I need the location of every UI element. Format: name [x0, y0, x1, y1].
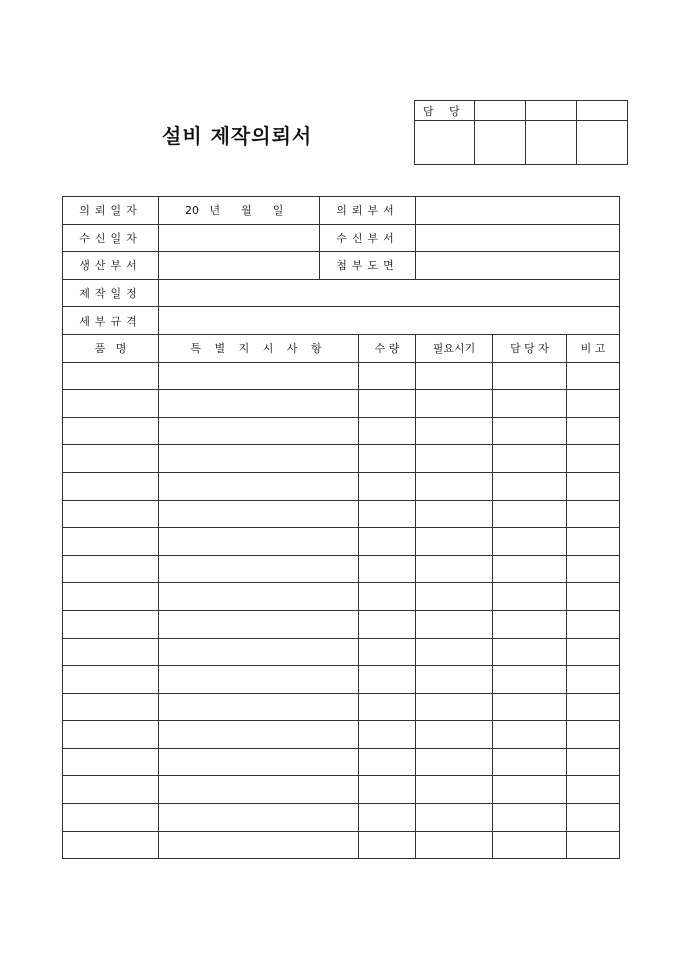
- remarks-cell[interactable]: [567, 472, 620, 500]
- document-title: 설비 제작의뢰서: [162, 124, 313, 148]
- production-dept-label: 생산부서: [63, 252, 159, 280]
- item-name-header: 품 명: [63, 334, 159, 362]
- item-name-cell[interactable]: [63, 528, 159, 556]
- production-dept-field[interactable]: [159, 252, 320, 280]
- item-name-cell[interactable]: [63, 362, 159, 390]
- special-instructions-cell[interactable]: [159, 417, 359, 445]
- person-in-charge-cell[interactable]: [493, 555, 567, 583]
- remarks-cell[interactable]: [567, 638, 620, 666]
- special-instructions-header: 특 별 지 시 사 항: [159, 334, 359, 362]
- special-instructions-cell[interactable]: [159, 500, 359, 528]
- quantity-cell[interactable]: [359, 362, 416, 390]
- person-in-charge-cell[interactable]: [493, 666, 567, 694]
- special-instructions-cell[interactable]: [159, 445, 359, 473]
- items-header-row: [63, 334, 620, 362]
- receive-date-row: [63, 224, 620, 252]
- request-form-table: [62, 196, 620, 859]
- remarks-cell[interactable]: [567, 500, 620, 528]
- required-time-cell[interactable]: [416, 417, 493, 445]
- item-name-cell[interactable]: [63, 721, 159, 749]
- request-date-row: [63, 197, 620, 225]
- special-instructions-cell[interactable]: [159, 831, 359, 859]
- item-name-cell[interactable]: [63, 666, 159, 694]
- item-rows: [63, 362, 620, 859]
- receive-date-field[interactable]: [159, 224, 320, 252]
- remarks-cell[interactable]: [567, 555, 620, 583]
- attached-drawing-field[interactable]: [416, 252, 620, 280]
- special-instructions-cell[interactable]: [159, 472, 359, 500]
- remarks-header: 비 고: [567, 334, 620, 362]
- quantity-cell[interactable]: [359, 417, 416, 445]
- remarks-cell[interactable]: [567, 390, 620, 418]
- receive-dept-label: 수신부서: [320, 224, 416, 252]
- special-instructions-cell[interactable]: [159, 362, 359, 390]
- remarks-cell[interactable]: [567, 748, 620, 776]
- table-row: [63, 445, 620, 473]
- person-in-charge-cell[interactable]: [493, 445, 567, 473]
- quantity-cell[interactable]: [359, 638, 416, 666]
- item-name-cell[interactable]: [63, 638, 159, 666]
- special-instructions-cell[interactable]: [159, 666, 359, 694]
- required-time-cell[interactable]: [416, 500, 493, 528]
- quantity-cell[interactable]: [359, 500, 416, 528]
- person-in-charge-cell[interactable]: [493, 638, 567, 666]
- remarks-cell[interactable]: [567, 804, 620, 832]
- person-in-charge-cell[interactable]: [493, 804, 567, 832]
- approval-label: 담 당: [415, 101, 475, 121]
- remarks-cell[interactable]: [567, 721, 620, 749]
- table-row: [63, 528, 620, 556]
- required-time-cell[interactable]: [416, 804, 493, 832]
- required-time-cell[interactable]: [416, 445, 493, 473]
- special-instructions-cell[interactable]: [159, 555, 359, 583]
- remarks-cell[interactable]: [567, 417, 620, 445]
- required-time-cell[interactable]: [416, 528, 493, 556]
- quantity-cell[interactable]: [359, 666, 416, 694]
- request-date-label: 의뢰일자: [63, 197, 159, 225]
- remarks-cell[interactable]: [567, 776, 620, 804]
- remarks-cell[interactable]: [567, 362, 620, 390]
- quantity-cell[interactable]: [359, 693, 416, 721]
- attached-drawing-label: 첨부도면: [320, 252, 416, 280]
- table-row: [63, 583, 620, 611]
- approval-box: [414, 100, 628, 165]
- person-in-charge-cell[interactable]: [493, 417, 567, 445]
- table-row: [63, 390, 620, 418]
- table-row: [63, 555, 620, 583]
- special-instructions-cell[interactable]: [159, 693, 359, 721]
- table-row: [63, 666, 620, 694]
- quantity-cell[interactable]: [359, 555, 416, 583]
- required-time-cell[interactable]: [416, 748, 493, 776]
- table-row: [63, 693, 620, 721]
- production-schedule-label: 제작일정: [63, 279, 159, 307]
- person-in-charge-cell[interactable]: [493, 776, 567, 804]
- approval-stamp-4[interactable]: [577, 121, 628, 165]
- approval-stamp-1[interactable]: [415, 121, 475, 165]
- detail-spec-label: 세부규격: [63, 307, 159, 335]
- table-row: [63, 417, 620, 445]
- item-name-cell[interactable]: [63, 390, 159, 418]
- production-schedule-row: [63, 279, 620, 307]
- item-name-cell[interactable]: [63, 748, 159, 776]
- person-in-charge-cell[interactable]: [493, 472, 567, 500]
- table-row: [63, 500, 620, 528]
- request-dept-label: 의뢰부서: [320, 197, 416, 225]
- special-instructions-cell[interactable]: [159, 610, 359, 638]
- quantity-header: 수 량: [359, 334, 416, 362]
- quantity-cell[interactable]: [359, 583, 416, 611]
- required-time-cell[interactable]: [416, 666, 493, 694]
- table-row: [63, 362, 620, 390]
- required-time-cell[interactable]: [416, 776, 493, 804]
- required-time-cell[interactable]: [416, 390, 493, 418]
- quantity-cell[interactable]: [359, 528, 416, 556]
- approval-stamp-3[interactable]: [526, 121, 577, 165]
- person-in-charge-cell[interactable]: [493, 500, 567, 528]
- required-time-cell[interactable]: [416, 638, 493, 666]
- table-row: [63, 610, 620, 638]
- quantity-cell[interactable]: [359, 748, 416, 776]
- item-name-cell[interactable]: [63, 610, 159, 638]
- special-instructions-cell[interactable]: [159, 528, 359, 556]
- special-instructions-cell[interactable]: [159, 776, 359, 804]
- item-name-cell[interactable]: [63, 500, 159, 528]
- approval-stamp-2[interactable]: [475, 121, 526, 165]
- quantity-cell[interactable]: [359, 721, 416, 749]
- approval-signer-1-header: [475, 101, 526, 121]
- table-row: [63, 638, 620, 666]
- remarks-cell[interactable]: [567, 445, 620, 473]
- table-row: [63, 748, 620, 776]
- item-name-cell[interactable]: [63, 776, 159, 804]
- detail-spec-field[interactable]: [159, 307, 620, 335]
- item-name-cell[interactable]: [63, 555, 159, 583]
- quantity-cell[interactable]: [359, 472, 416, 500]
- quantity-cell[interactable]: [359, 804, 416, 832]
- remarks-cell[interactable]: [567, 831, 620, 859]
- remarks-cell[interactable]: [567, 693, 620, 721]
- receive-date-label: 수신일자: [63, 224, 159, 252]
- special-instructions-cell[interactable]: [159, 390, 359, 418]
- remarks-cell[interactable]: [567, 583, 620, 611]
- item-name-cell[interactable]: [63, 831, 159, 859]
- person-in-charge-cell[interactable]: [493, 390, 567, 418]
- remarks-cell[interactable]: [567, 610, 620, 638]
- table-row: [63, 721, 620, 749]
- production-dept-row: [63, 252, 620, 280]
- detail-spec-row: [63, 307, 620, 335]
- quantity-cell[interactable]: [359, 390, 416, 418]
- required-time-cell[interactable]: [416, 362, 493, 390]
- item-name-cell[interactable]: [63, 693, 159, 721]
- item-name-cell[interactable]: [63, 804, 159, 832]
- required-time-cell[interactable]: [416, 610, 493, 638]
- request-dept-field[interactable]: [416, 197, 620, 225]
- person-in-charge-cell[interactable]: [493, 583, 567, 611]
- table-row: [63, 804, 620, 832]
- special-instructions-cell[interactable]: [159, 804, 359, 832]
- required-time-cell[interactable]: [416, 583, 493, 611]
- person-in-charge-cell[interactable]: [493, 610, 567, 638]
- required-time-header: 필요시기: [416, 334, 493, 362]
- person-in-charge-cell[interactable]: [493, 721, 567, 749]
- quantity-cell[interactable]: [359, 610, 416, 638]
- table-row: [63, 831, 620, 859]
- remarks-cell[interactable]: [567, 528, 620, 556]
- quantity-cell[interactable]: [359, 776, 416, 804]
- table-row: [63, 472, 620, 500]
- quantity-cell[interactable]: [359, 445, 416, 473]
- special-instructions-cell[interactable]: [159, 583, 359, 611]
- special-instructions-cell[interactable]: [159, 638, 359, 666]
- approval-signer-3-header: [577, 101, 628, 121]
- remarks-cell[interactable]: [567, 666, 620, 694]
- item-name-cell[interactable]: [63, 417, 159, 445]
- person-in-charge-header: 담 당 자: [493, 334, 567, 362]
- required-time-cell[interactable]: [416, 472, 493, 500]
- special-instructions-cell[interactable]: [159, 721, 359, 749]
- required-time-cell[interactable]: [416, 831, 493, 859]
- person-in-charge-cell[interactable]: [493, 693, 567, 721]
- approval-signer-2-header: [526, 101, 577, 121]
- person-in-charge-cell[interactable]: [493, 748, 567, 776]
- special-instructions-cell[interactable]: [159, 748, 359, 776]
- item-name-cell[interactable]: [63, 445, 159, 473]
- required-time-cell[interactable]: [416, 721, 493, 749]
- item-name-cell[interactable]: [63, 583, 159, 611]
- person-in-charge-cell[interactable]: [493, 362, 567, 390]
- item-name-cell[interactable]: [63, 472, 159, 500]
- request-date-value[interactable]: 20 년 월 일: [159, 197, 320, 225]
- table-row: [63, 776, 620, 804]
- person-in-charge-cell[interactable]: [493, 831, 567, 859]
- person-in-charge-cell[interactable]: [493, 528, 567, 556]
- required-time-cell[interactable]: [416, 555, 493, 583]
- receive-dept-field[interactable]: [416, 224, 620, 252]
- required-time-cell[interactable]: [416, 693, 493, 721]
- quantity-cell[interactable]: [359, 831, 416, 859]
- production-schedule-field[interactable]: [159, 279, 620, 307]
